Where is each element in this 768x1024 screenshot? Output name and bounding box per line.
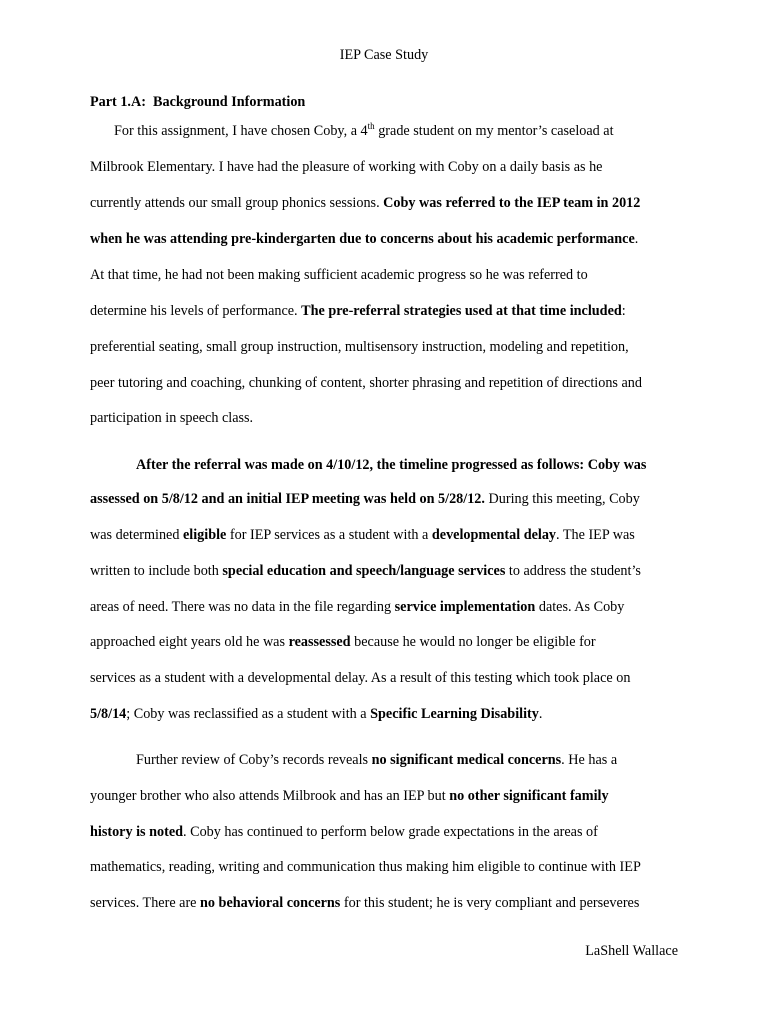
text-line xyxy=(90,490,640,508)
text-run: approached eight years old he was xyxy=(90,634,289,650)
text-run: ; Coby was reclassified as a student with a xyxy=(126,706,371,722)
text-line: preferential seating, small group instruction, multisensory instruction, modeling and repetition, xyxy=(90,339,629,355)
bold-text: developmental delay xyxy=(431,527,557,543)
text-line: peer tutoring and coaching, chunking of content, shorter phrasing and repetition of directions and xyxy=(90,375,642,391)
text-run: : xyxy=(621,303,626,319)
bold-text: The pre-referral strategies used at that time included xyxy=(301,303,622,319)
text-line: services as a student with a developmental delay. As a result of this testing which took place on xyxy=(90,670,631,686)
text-line xyxy=(90,302,626,320)
text-run: areas of need. There was no data in the file regarding xyxy=(90,599,395,615)
bold-text: no behavioral concerns xyxy=(200,895,341,911)
text-run: grade student on my mentor’s caseload at xyxy=(374,123,614,139)
text-line xyxy=(90,823,598,841)
bold-text: eligible xyxy=(182,527,227,543)
text-run: services. There are xyxy=(90,895,201,911)
text-run: was determined xyxy=(90,527,183,543)
bold-text: when he was attending pre-kindergarten due to concerns about his academic performance xyxy=(90,231,635,247)
text-line xyxy=(90,230,638,248)
text-line: participation in speech class. xyxy=(90,410,254,426)
text-line xyxy=(90,598,624,616)
text-line: mathematics, reading, writing and communication thus making him eligible to continue with IEP xyxy=(90,859,641,875)
text-run: because he would no longer be eligible for xyxy=(350,634,596,650)
bold-text: service implementation xyxy=(394,599,536,615)
text-line xyxy=(90,633,596,651)
bold-text: no significant medical concerns xyxy=(371,752,562,768)
text-run: During this meeting, Coby xyxy=(484,491,640,507)
bold-text: reassessed xyxy=(288,634,351,650)
text-run: For this assignment, I have chosen Coby, a 4 xyxy=(114,123,368,139)
bold-text: special education and speech/language services xyxy=(222,563,506,579)
text-run: younger brother who also attends Milbrook and has an IEP but xyxy=(90,788,450,804)
page-header: IEP Case Study xyxy=(339,47,429,63)
text-line xyxy=(90,787,609,805)
page-footer-author: LaShell Wallace xyxy=(585,943,678,959)
text-run: . xyxy=(634,231,639,247)
text-line xyxy=(90,194,640,212)
text-line xyxy=(90,894,639,912)
text-run: for IEP services as a student with a xyxy=(226,527,432,543)
bold-text: Coby was referred to the IEP team in 2012 xyxy=(383,195,641,211)
text-run: currently attends our small group phonics sessions. xyxy=(90,195,384,211)
text-line xyxy=(90,562,641,580)
bold-text: history is noted xyxy=(90,824,184,840)
text-run: for this student; he is very compliant and perseveres xyxy=(340,895,640,911)
text-run: determine his levels of performance. xyxy=(90,303,302,319)
bold-text: assessed on 5/8/12 and an initial IEP meeting was held on 5/28/12. xyxy=(90,491,485,507)
text-line xyxy=(114,122,614,140)
text-run: dates. As Coby xyxy=(535,599,625,615)
text-line xyxy=(90,526,635,544)
text-line: Milbrook Elementary. I have had the pleasure of working with Coby on a daily basis as he xyxy=(90,159,603,175)
text-run: to address the student’s xyxy=(505,563,641,579)
text-run: . He has a xyxy=(561,752,618,768)
bold-text: no other significant family xyxy=(449,788,609,804)
text-line xyxy=(90,705,542,723)
text-run: . Coby has continued to perform below grade expectations in the areas of xyxy=(183,824,598,840)
bold-text: After the referral was made on 4/10/12, the timeline progressed as follows: Coby was xyxy=(136,457,647,473)
text-line xyxy=(136,751,617,769)
text-run: . xyxy=(538,706,543,722)
superscript: th xyxy=(367,121,375,131)
section-heading: Part 1.A: Background Information xyxy=(90,94,306,110)
bold-text: 5/8/14 xyxy=(90,706,127,722)
text-line: At that time, he had not been making sufficient academic progress so he was referred to xyxy=(90,267,588,283)
text-run: . The IEP was xyxy=(556,527,635,543)
text-line xyxy=(136,456,646,474)
text-run: Further review of Coby’s records reveals xyxy=(136,752,372,768)
bold-text: Specific Learning Disability xyxy=(370,706,539,722)
text-run: written to include both xyxy=(90,563,223,579)
